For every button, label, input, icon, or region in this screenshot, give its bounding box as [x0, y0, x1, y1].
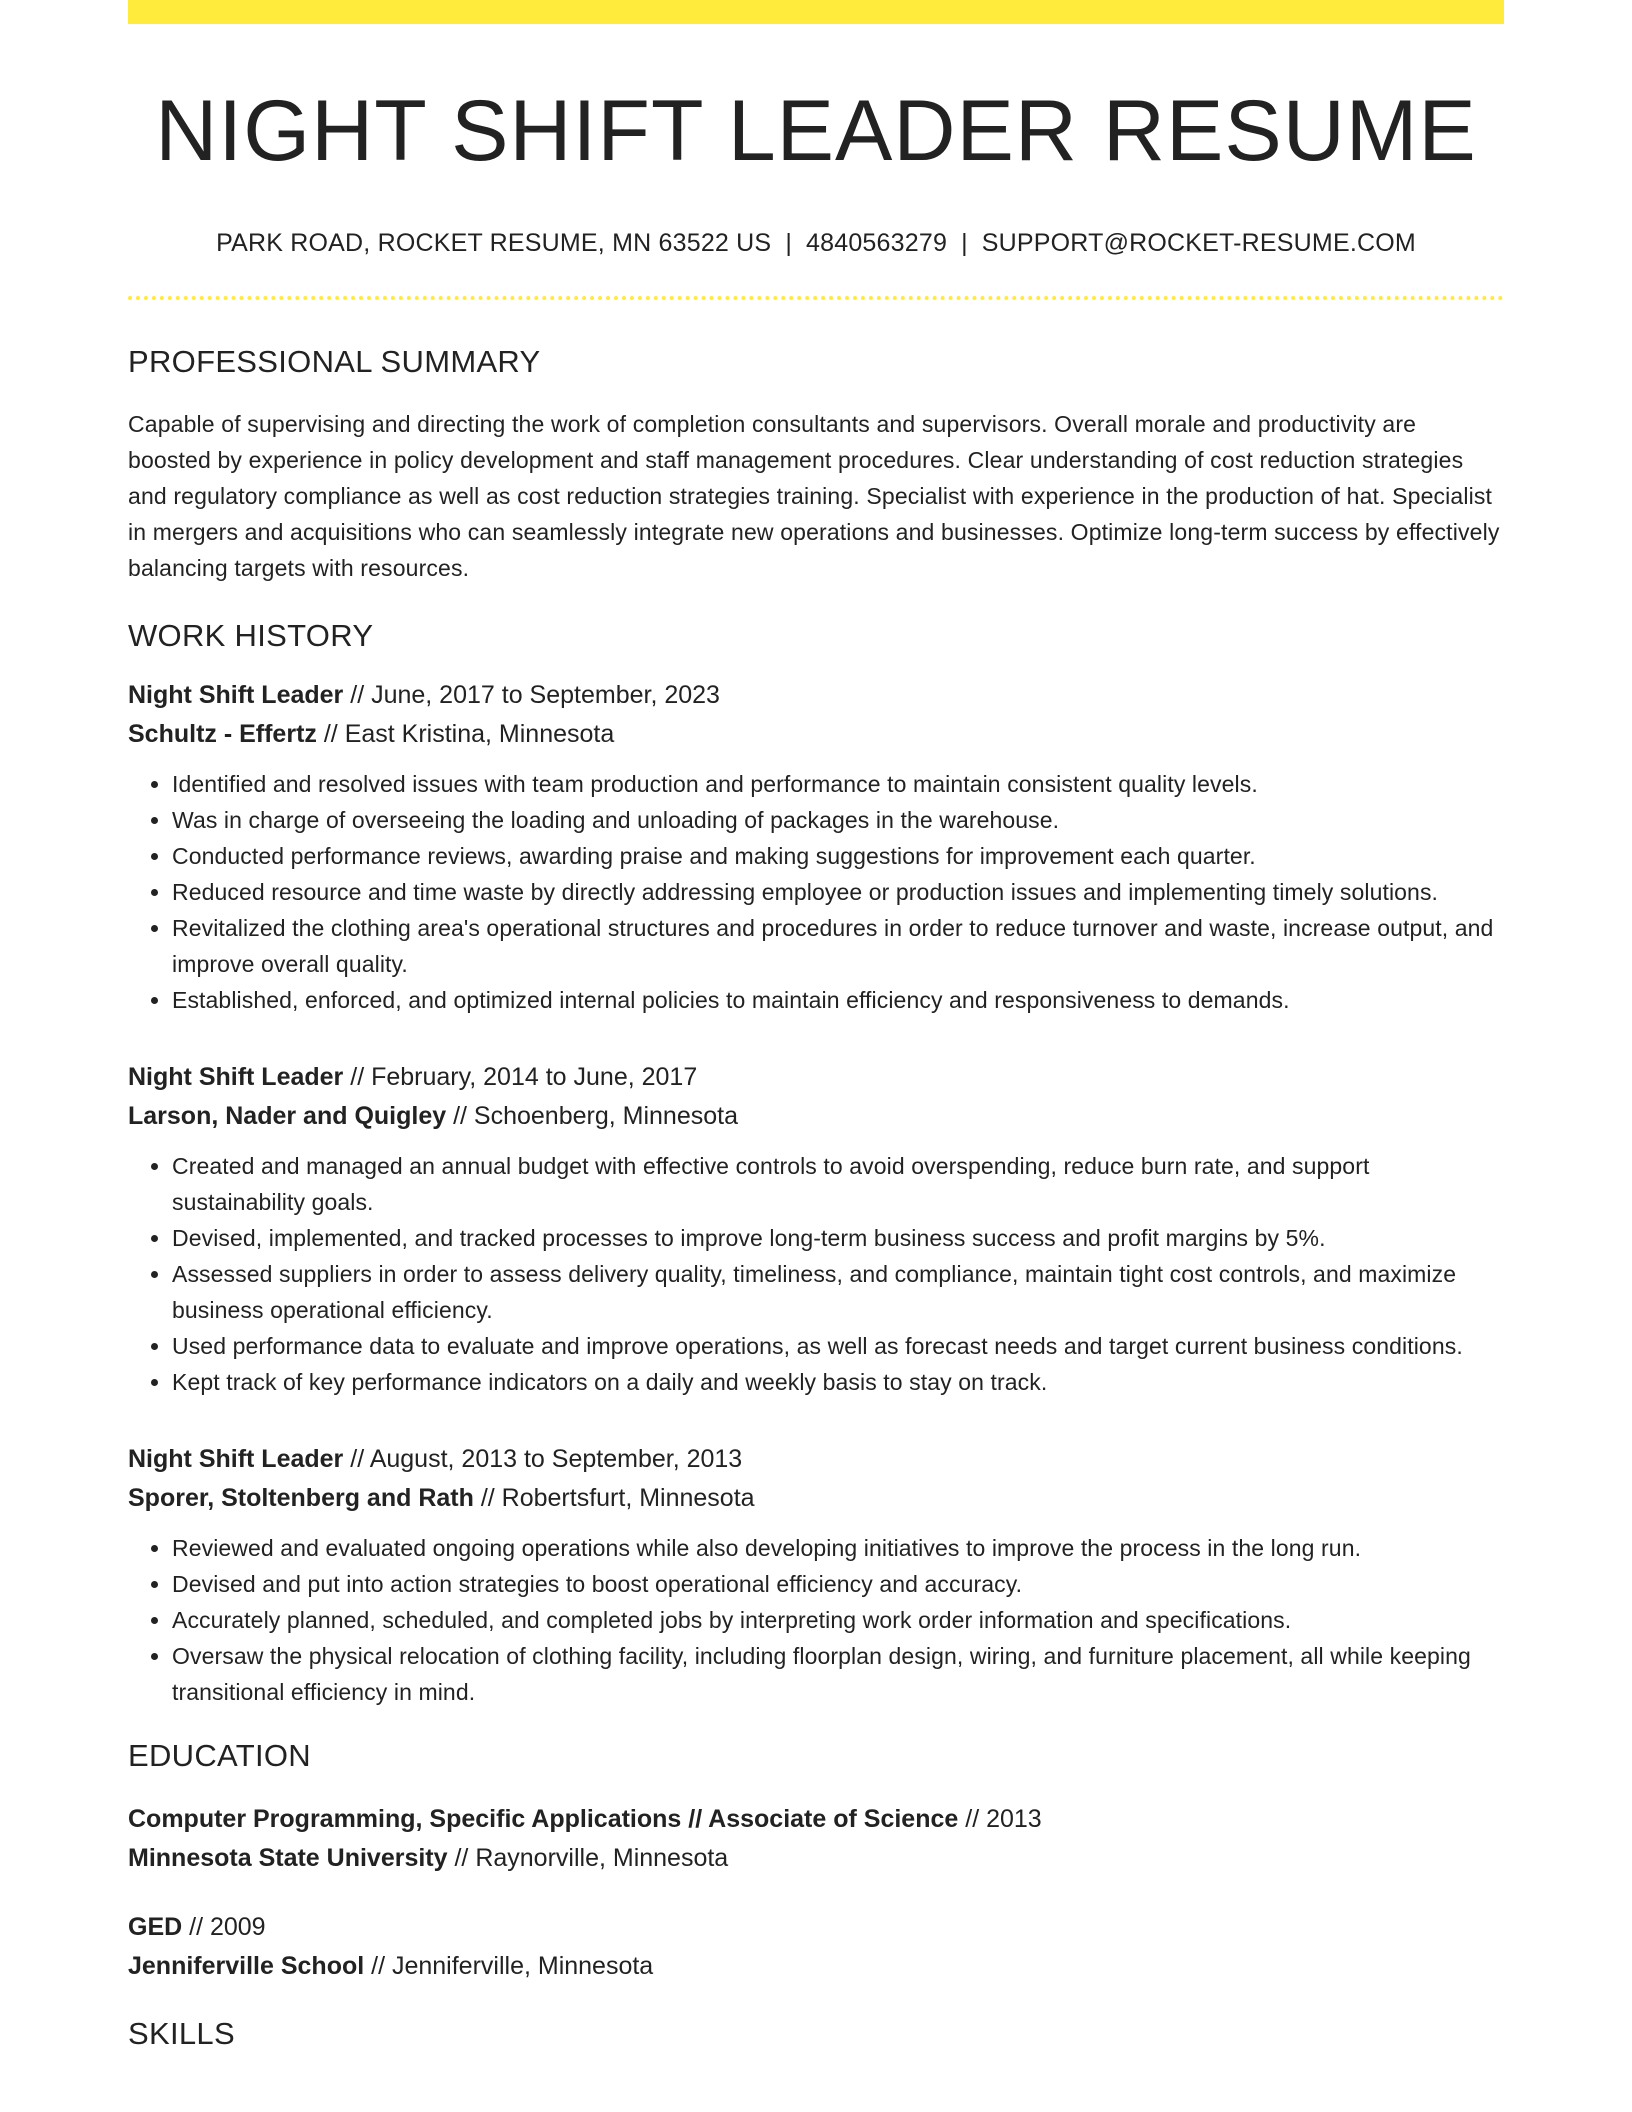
job-company-line	[128, 1097, 1504, 1136]
job-bullet: • Conducted performance reviews, awarding praise and making suggestions for improvement each quarter.	[172, 838, 1504, 874]
job-title-line	[128, 676, 1504, 715]
job-bullet: • Accurately planned, scheduled, and completed jobs by interpreting work order information and specifications.	[172, 1602, 1504, 1638]
job-bullet: • Kept track of key performance indicators on a daily and weekly basis to stay on track.	[172, 1364, 1504, 1400]
contact-separator: |	[961, 228, 968, 257]
education-location: // Raynorville, Minnesota	[447, 1843, 729, 1872]
dotted-divider	[128, 296, 1504, 300]
job-bullet: • Identified and resolved issues with team production and performance to maintain consistent quality levels.	[172, 766, 1504, 802]
job-position: Night Shift Leader	[128, 680, 344, 709]
job-position: Night Shift Leader	[128, 1062, 344, 1091]
job-position: Night Shift Leader	[128, 1444, 344, 1473]
education-heading: EDUCATION	[128, 1737, 311, 1773]
education-degree: Computer Programming, Specific Applications // Associate of Science	[128, 1804, 959, 1833]
job-company: Sporer, Stoltenberg and Rath	[128, 1483, 474, 1512]
job-bullets	[128, 1148, 1504, 1400]
resume-title: NIGHT SHIFT LEADER RESUME	[155, 83, 1477, 179]
job-title-line	[128, 1058, 1504, 1097]
job-bullet: • Reviewed and evaluated ongoing operations while also developing initiatives to improve the process in the long run.	[172, 1530, 1504, 1566]
job-bullets	[128, 1530, 1504, 1710]
job-bullet: • Revitalized the clothing area's operational structures and procedures in order to reduce turnover and waste, increase output, and improve overall quality.	[172, 910, 1504, 982]
contact-address: PARK ROAD, ROCKET RESUME, MN 63522 US	[216, 228, 772, 257]
skills-heading: SKILLS	[128, 2015, 235, 2051]
resume-page	[128, 0, 1504, 2052]
job-bullet: • Devised, implemented, and tracked processes to improve long-term business success and profit margins by 5%.	[172, 1220, 1504, 1256]
job-bullets	[128, 766, 1504, 1018]
job-dates: // June, 2017 to September, 2023	[343, 680, 720, 709]
education-school: Minnesota State University	[128, 1843, 448, 1872]
job-entry	[128, 1058, 1504, 1400]
job-title-line	[128, 1440, 1504, 1479]
top-accent-bar	[128, 0, 1504, 24]
contact-email: SUPPORT@ROCKET-RESUME.COM	[981, 228, 1416, 257]
summary-heading: PROFESSIONAL SUMMARY	[128, 343, 541, 379]
education-entry	[128, 1800, 1504, 1878]
job-bullet: • Created and managed an annual budget with effective controls to avoid overspending, reduce burn rate, and support sustainability goals.	[172, 1148, 1504, 1220]
job-bullet: • Devised and put into action strategies to boost operational efficiency and accuracy.	[172, 1566, 1504, 1602]
job-bullet: • Established, enforced, and optimized internal policies to maintain efficiency and responsiveness to demands.	[172, 982, 1504, 1018]
education-year: // 2009	[182, 1912, 266, 1941]
summary-text: Capable of supervising and directing the work of completion consultants and supervisors. Overall morale and productivity are boosted by experience in policy development and staff management procedures. Clear understanding of cost reduction strategies and regulatory compliance as well as cost reduction strategies training. Specialist with experience in the production of hat. Specialist in mergers and acquisitions who can seamlessly integrate new operations and businesses. Optimize long-term success by effectively balancing targets with resources.	[128, 410, 1500, 581]
contact-line	[128, 229, 1504, 258]
education-degree-line	[128, 1800, 1504, 1839]
education-entry	[128, 1908, 1504, 1986]
job-dates: // February, 2014 to June, 2017	[343, 1062, 698, 1091]
education-degree: GED	[128, 1912, 183, 1941]
contact-separator: |	[785, 228, 793, 257]
education-location: // Jenniferville, Minnesota	[364, 1951, 654, 1980]
job-bullet: • Reduced resource and time waste by directly addressing employee or production issues and implementing timely solutions.	[172, 874, 1504, 910]
job-bullet: • Oversaw the physical relocation of clothing facility, including floorplan design, wiring, and furniture placement, all while keeping transitional efficiency in mind.	[172, 1638, 1504, 1710]
job-dates: // August, 2013 to September, 2013	[343, 1444, 743, 1473]
job-bullet: • Used performance data to evaluate and improve operations, as well as forecast needs and target current business conditions.	[172, 1328, 1504, 1364]
contact-phone: 4840563279	[806, 228, 948, 257]
job-location: // East Kristina, Minnesota	[316, 719, 615, 748]
job-location: // Schoenberg, Minnesota	[446, 1101, 738, 1130]
job-company: Larson, Nader and Quigley	[128, 1101, 447, 1130]
job-entry	[128, 1440, 1504, 1710]
work-history-heading: WORK HISTORY	[128, 617, 374, 653]
education-school-line	[128, 1839, 1504, 1878]
education-degree-line	[128, 1908, 1504, 1947]
job-company: Schultz - Effertz	[128, 719, 317, 748]
education-school-line	[128, 1947, 1504, 1986]
job-location: // Robertsfurt, Minnesota	[473, 1483, 755, 1512]
education-year: // 2013	[958, 1804, 1042, 1833]
job-entry	[128, 676, 1504, 1018]
job-company-line	[128, 715, 1504, 754]
education-school: Jenniferville School	[128, 1951, 365, 1980]
job-bullet: • Was in charge of overseeing the loading and unloading of packages in the warehouse.	[172, 802, 1504, 838]
job-company-line	[128, 1479, 1504, 1518]
job-bullet: • Assessed suppliers in order to assess delivery quality, timeliness, and compliance, maintain tight cost controls, and maximize business operational efficiency.	[172, 1256, 1504, 1328]
